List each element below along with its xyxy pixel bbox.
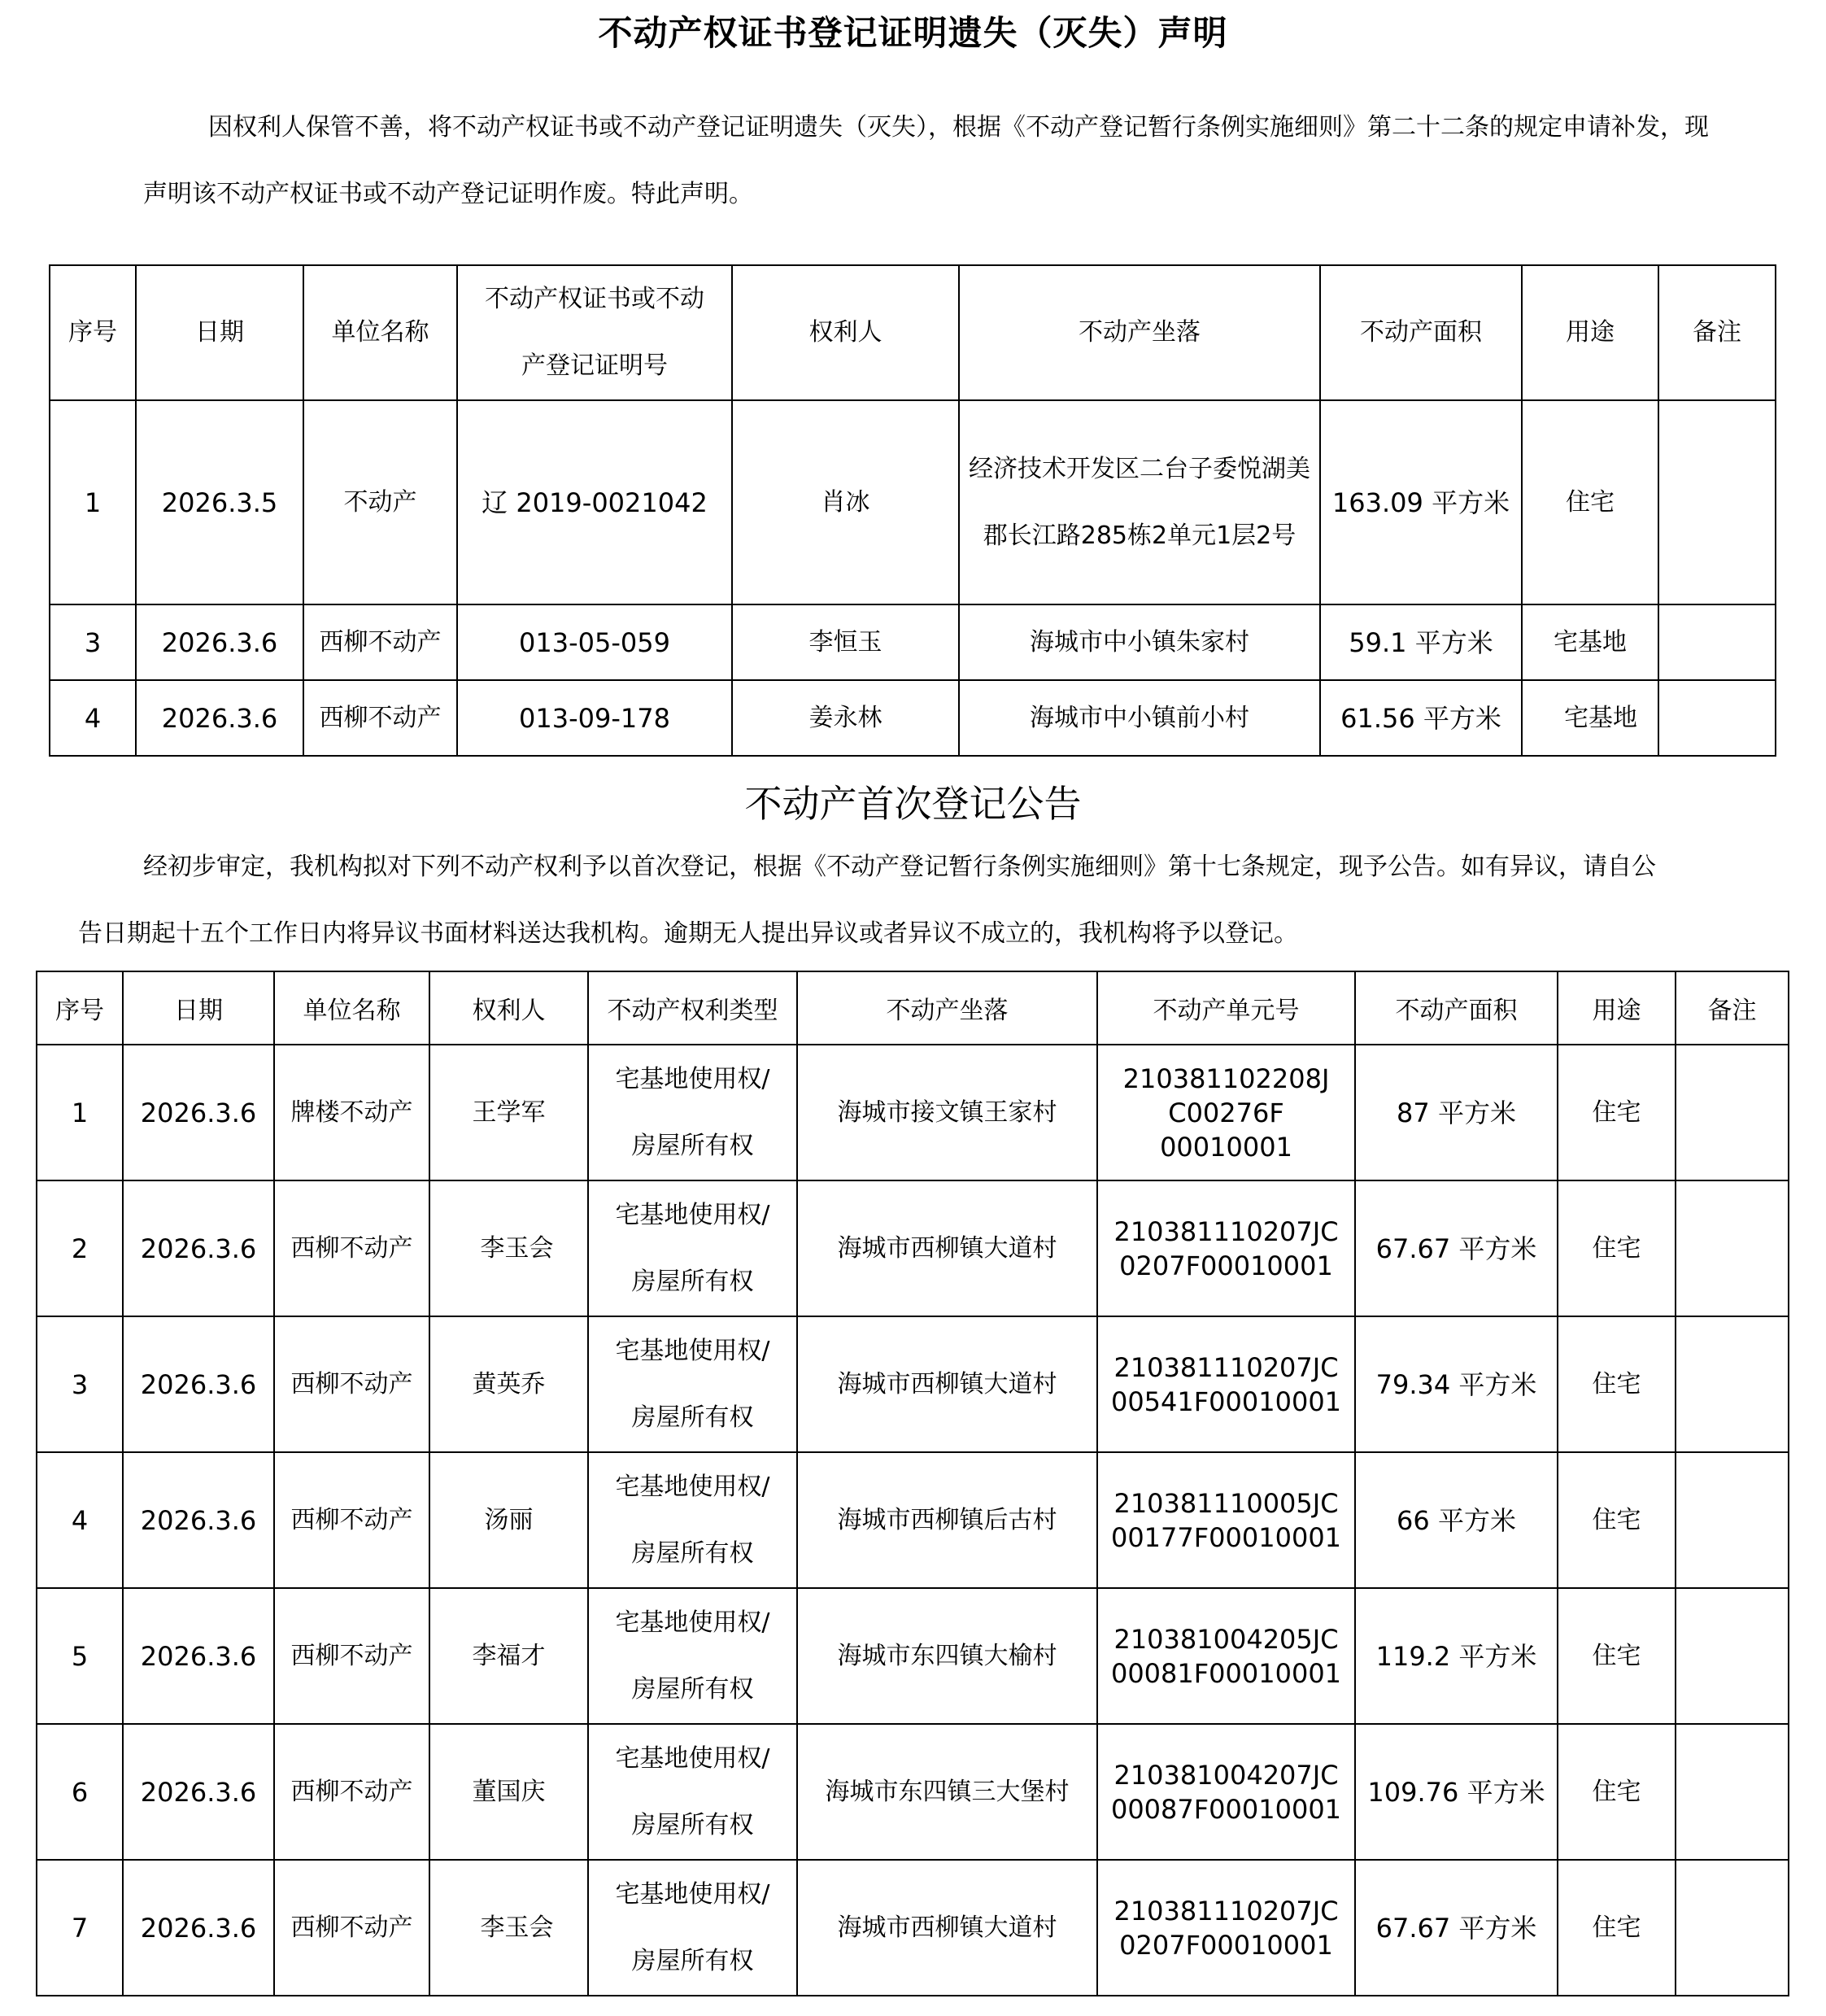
cell-right-type — [588, 1860, 797, 1996]
cell-note — [1676, 1860, 1789, 1996]
unit-no-line: 210381110207JC — [1113, 1895, 1339, 1927]
cell-unit: 西柳不动产 — [274, 1860, 429, 1996]
header-cell: 不动产坐落 — [797, 971, 1097, 1045]
cell-use: 住宅 — [1522, 400, 1658, 604]
cell-area: 119.2 平方米 — [1355, 1588, 1558, 1724]
cell-right-type — [588, 1316, 797, 1452]
announcement-table — [36, 971, 1789, 1996]
header-cell: 不动产权证书或不动产登记证明号 — [457, 265, 732, 400]
cell-use: 住宅 — [1558, 1724, 1676, 1860]
header-cell: 序号 — [50, 265, 136, 400]
cell-unit: 西柳不动产 — [274, 1180, 429, 1316]
cell-date: 2026.3.6 — [136, 604, 303, 680]
cell-location: 海城市西柳镇大道村 — [797, 1180, 1097, 1316]
cell-unit: 西柳不动产 — [274, 1452, 429, 1588]
right-type-line: 房屋所有权 — [631, 1538, 754, 1568]
announcement-paragraph-line1: 经初步审定，我机构拟对下列不动产权利予以首次登记，根据《不动产登记暂行条例实施细则》第十七条规定，现予公告。如有异议，请自公 — [143, 853, 1656, 881]
cell-unit: 西柳不动产 — [303, 680, 457, 756]
cell-area: 67.67 平方米 — [1355, 1180, 1558, 1316]
cell-unit-no — [1097, 1316, 1355, 1452]
table-row — [37, 1588, 1789, 1724]
unit-no-line: 00081F00010001 — [1110, 1657, 1342, 1689]
unit-no-line: 210381102208J — [1122, 1063, 1330, 1094]
cell-date: 2026.3.6 — [123, 1316, 274, 1452]
declaration-paragraph-line1: 因权利人保管不善，将不动产权证书或不动产登记证明遗失（灭失），根据《不动产登记暂行条例实施细则》第二十二条的规定申请补发，现 — [208, 113, 1709, 142]
header-cell: 权利人 — [429, 971, 588, 1045]
cell-owner: 董国庆 — [429, 1724, 588, 1860]
cell-date: 2026.3.6 — [123, 1860, 274, 1996]
declaration-paragraph — [78, 94, 1778, 228]
cell-owner: 李福才 — [429, 1588, 588, 1724]
cell-right-type — [588, 1724, 797, 1860]
cell-no: 3 — [50, 604, 136, 680]
cell-note — [1658, 400, 1776, 604]
right-type-line: 宅基地使用权/ — [615, 1472, 770, 1501]
table-row — [37, 1180, 1789, 1316]
cell-no: 4 — [50, 680, 136, 756]
right-type-line: 宅基地使用权/ — [615, 1879, 770, 1909]
cell-use: 住宅 — [1558, 1180, 1676, 1316]
table-row — [50, 400, 1776, 604]
table-row — [50, 680, 1776, 756]
cell-use: 宅基地 — [1522, 604, 1658, 680]
cell-owner: 汤丽 — [429, 1452, 588, 1588]
cell-note — [1658, 680, 1776, 756]
cell-location: 海城市中小镇朱家村 — [959, 604, 1320, 680]
right-type-line: 宅基地使用权/ — [615, 1608, 770, 1637]
right-type-line: 房屋所有权 — [631, 1810, 754, 1839]
cell-owner: 李玉会 — [429, 1860, 588, 1996]
cell-unit: 西柳不动产 — [274, 1724, 429, 1860]
cell-right-type — [588, 1045, 797, 1180]
cell-no: 5 — [37, 1588, 123, 1724]
cell-location: 经济技术开发区二台子委悦湖美郡长江路285栋2单元1层2号 — [959, 400, 1320, 604]
cell-unit: 不动产 — [303, 400, 457, 604]
unit-no-line: 210381004205JC — [1113, 1623, 1339, 1655]
unit-no-line: C00276F — [1168, 1097, 1284, 1128]
cell-cert-no: 辽 2019-0021042 — [457, 400, 732, 604]
unit-no-line: 210381004207JC — [1113, 1759, 1339, 1791]
unit-no-line: 0207F00010001 — [1119, 1250, 1333, 1281]
cell-unit-no — [1097, 1724, 1355, 1860]
cell-no: 6 — [37, 1724, 123, 1860]
table-header-row — [37, 971, 1789, 1045]
cell-owner: 李玉会 — [429, 1180, 588, 1316]
header-cell: 日期 — [123, 971, 274, 1045]
cell-owner: 黄英乔 — [429, 1316, 588, 1452]
cell-date: 2026.3.6 — [123, 1180, 274, 1316]
cell-location: 海城市东四镇大榆村 — [797, 1588, 1097, 1724]
cell-no: 4 — [37, 1452, 123, 1588]
cell-location: 海城市东四镇三大堡村 — [797, 1724, 1097, 1860]
table-row — [37, 1860, 1789, 1996]
header-cell: 权利人 — [732, 265, 959, 400]
header-cell: 不动产面积 — [1355, 971, 1558, 1045]
announcement-title: 不动产首次登记公告 — [744, 782, 1082, 826]
right-type-line: 宅基地使用权/ — [615, 1064, 770, 1093]
right-type-line: 宅基地使用权/ — [615, 1336, 770, 1365]
cell-cert-no: 013-09-178 — [457, 680, 732, 756]
cell-unit-no — [1097, 1860, 1355, 1996]
right-type-line: 房屋所有权 — [631, 1946, 754, 1975]
unit-no-line: 210381110005JC — [1113, 1487, 1339, 1519]
cell-cert-no: 013-05-059 — [457, 604, 732, 680]
cell-use: 住宅 — [1558, 1588, 1676, 1724]
cell-use: 宅基地 — [1522, 680, 1658, 756]
cell-unit-no — [1097, 1588, 1355, 1724]
cell-area: 66 平方米 — [1355, 1452, 1558, 1588]
cell-date: 2026.3.6 — [123, 1588, 274, 1724]
cell-date: 2026.3.5 — [136, 400, 303, 604]
right-type-line: 宅基地使用权/ — [615, 1200, 770, 1229]
declaration-title: 不动产权证书登记证明遗失（灭失）声明 — [598, 13, 1228, 53]
header-cell: 不动产坐落 — [959, 265, 1320, 400]
cell-unit-no — [1097, 1045, 1355, 1180]
cell-note — [1676, 1452, 1789, 1588]
cell-use: 住宅 — [1558, 1452, 1676, 1588]
unit-no-line: 00177F00010001 — [1110, 1521, 1342, 1553]
header-cell: 单位名称 — [303, 265, 457, 400]
declaration-paragraph-line2: 声明该不动产权证书或不动产登记证明作废。特此声明。 — [143, 180, 753, 208]
table-row — [37, 1045, 1789, 1180]
cell-note — [1676, 1180, 1789, 1316]
cell-date: 2026.3.6 — [136, 680, 303, 756]
unit-no-line: 00087F00010001 — [1110, 1793, 1342, 1825]
cell-date: 2026.3.6 — [123, 1724, 274, 1860]
header-cell: 备注 — [1658, 265, 1776, 400]
table-row — [37, 1316, 1789, 1452]
cell-use: 住宅 — [1558, 1045, 1676, 1180]
cell-location: 海城市西柳镇后古村 — [797, 1452, 1097, 1588]
cell-no: 1 — [50, 400, 136, 604]
header-cell: 不动产权利类型 — [588, 971, 797, 1045]
unit-no-line: 00010001 — [1160, 1131, 1292, 1163]
cell-area: 59.1 平方米 — [1320, 604, 1522, 680]
cell-note — [1676, 1724, 1789, 1860]
header-cell: 用途 — [1558, 971, 1676, 1045]
cell-area: 109.76 平方米 — [1355, 1724, 1558, 1860]
cell-unit: 西柳不动产 — [274, 1316, 429, 1452]
cell-note — [1676, 1045, 1789, 1180]
right-type-line: 房屋所有权 — [631, 1674, 754, 1704]
table-header-row — [50, 265, 1776, 400]
announcement-paragraph — [78, 834, 1794, 967]
table-row — [37, 1724, 1789, 1860]
cell-note — [1658, 604, 1776, 680]
table-row — [50, 604, 1776, 680]
cell-area: 87 平方米 — [1355, 1045, 1558, 1180]
cell-location: 海城市中小镇前小村 — [959, 680, 1320, 756]
cell-note — [1676, 1588, 1789, 1724]
cell-owner: 李恒玉 — [732, 604, 959, 680]
cell-right-type — [588, 1452, 797, 1588]
cell-right-type — [588, 1180, 797, 1316]
right-type-line: 房屋所有权 — [631, 1267, 754, 1296]
header-cell: 单位名称 — [274, 971, 429, 1045]
header-cell: 备注 — [1676, 971, 1789, 1045]
cell-no: 7 — [37, 1860, 123, 1996]
header-cell: 不动产面积 — [1320, 265, 1522, 400]
unit-no-line: 00541F00010001 — [1110, 1385, 1342, 1417]
declaration-table — [49, 264, 1776, 757]
cell-area: 61.56 平方米 — [1320, 680, 1522, 756]
cell-unit: 西柳不动产 — [274, 1588, 429, 1724]
cell-no: 1 — [37, 1045, 123, 1180]
announcement-paragraph-line2: 告日期起十五个工作日内将异议书面材料送达我机构。逾期无人提出异议或者异议不成立的，我机构将予以登记。 — [78, 919, 1298, 948]
right-type-line: 房屋所有权 — [631, 1131, 754, 1160]
unit-no-line: 210381110207JC — [1113, 1215, 1339, 1247]
header-cell: 序号 — [37, 971, 123, 1045]
table-row — [37, 1452, 1789, 1588]
right-type-line: 宅基地使用权/ — [615, 1743, 770, 1773]
cell-unit: 牌楼不动产 — [274, 1045, 429, 1180]
cell-use: 住宅 — [1558, 1316, 1676, 1452]
cell-area: 67.67 平方米 — [1355, 1860, 1558, 1996]
cell-owner: 王学军 — [429, 1045, 588, 1180]
cell-location: 海城市接文镇王家村 — [797, 1045, 1097, 1180]
cell-no: 2 — [37, 1180, 123, 1316]
header-cell: 日期 — [136, 265, 303, 400]
unit-no-line: 210381110207JC — [1113, 1351, 1339, 1383]
cell-date: 2026.3.6 — [123, 1045, 274, 1180]
cell-location: 海城市西柳镇大道村 — [797, 1860, 1097, 1996]
cell-owner: 姜永林 — [732, 680, 959, 756]
cell-unit-no — [1097, 1180, 1355, 1316]
header-cell: 用途 — [1522, 265, 1658, 400]
cell-owner: 肖冰 — [732, 400, 959, 604]
cell-date: 2026.3.6 — [123, 1452, 274, 1588]
cell-area: 79.34 平方米 — [1355, 1316, 1558, 1452]
header-cell: 不动产单元号 — [1097, 971, 1355, 1045]
cell-location: 海城市西柳镇大道村 — [797, 1316, 1097, 1452]
cell-unit: 西柳不动产 — [303, 604, 457, 680]
cell-no: 3 — [37, 1316, 123, 1452]
cell-note — [1676, 1316, 1789, 1452]
unit-no-line: 0207F00010001 — [1119, 1929, 1333, 1961]
cell-right-type — [588, 1588, 797, 1724]
right-type-line: 房屋所有权 — [631, 1403, 754, 1432]
cell-unit-no — [1097, 1452, 1355, 1588]
cell-use: 住宅 — [1558, 1860, 1676, 1996]
cell-area: 163.09 平方米 — [1320, 400, 1522, 604]
